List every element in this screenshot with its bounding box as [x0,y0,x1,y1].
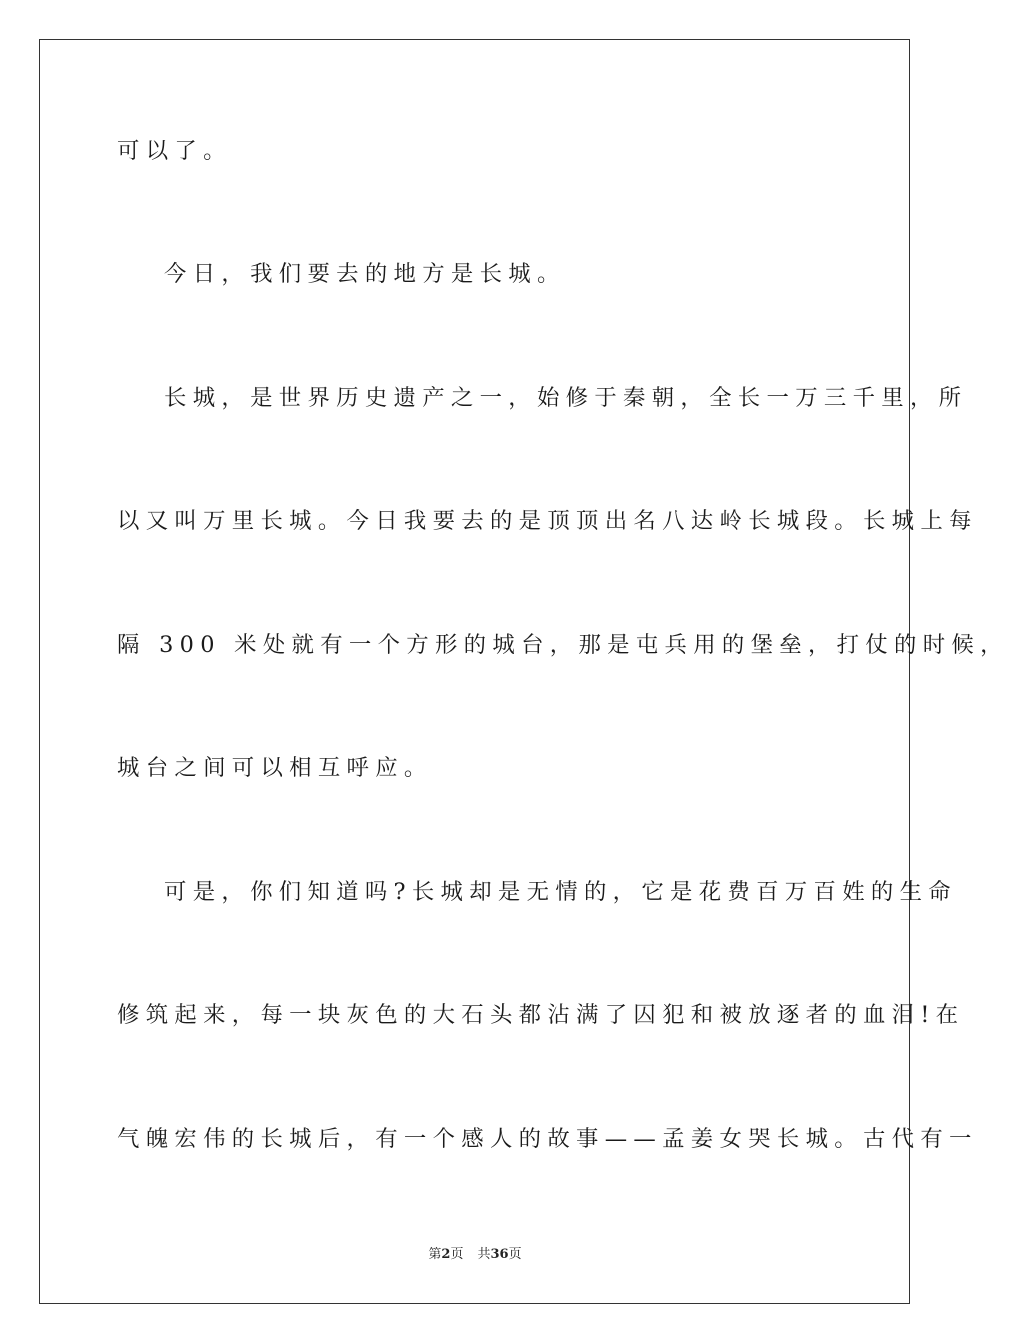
text-line-5: 隔 300 米处就有一个方形的城台，那是屯兵用的堡垒，打仗的时候， [117,632,1009,658]
page-border [39,39,1009,1304]
text-line-8: 修筑起来，每一块灰色的大石头都沾满了囚犯和被放逐者的血泪!在 [117,1002,965,1028]
text-line-6: 城台之间可以相互呼应。 [117,755,433,781]
footer-total-prefix: 共 [477,1247,491,1262]
footer-page-number: 2 [441,1247,451,1262]
footer-total-suffix: 页 [508,1247,522,1262]
page-footer [0,1246,950,1264]
text-line-1: 可以了。 [117,138,232,164]
footer-total-pages: 36 [490,1247,509,1262]
text-line-2: 今日，我们要去的地方是长城。 [164,261,566,287]
footer-page-prefix: 第 [428,1247,442,1262]
text-line-4: 以又叫万里长城。今日我要去的是顶顶出名八达岭长城段。长城上每 [117,508,978,534]
text-line-9: 气魄宏伟的长城后，有一个感人的故事——孟姜女哭长城。古代有一 [117,1126,978,1152]
text-line-3: 长城，是世界历史遗产之一，始修于秦朝，全长一万三千里，所 [164,385,968,411]
text-line-7: 可是，你们知道吗?长城却是无情的，它是花费百万百姓的生命 [164,879,957,905]
footer-page-suffix: 页 [450,1247,464,1262]
